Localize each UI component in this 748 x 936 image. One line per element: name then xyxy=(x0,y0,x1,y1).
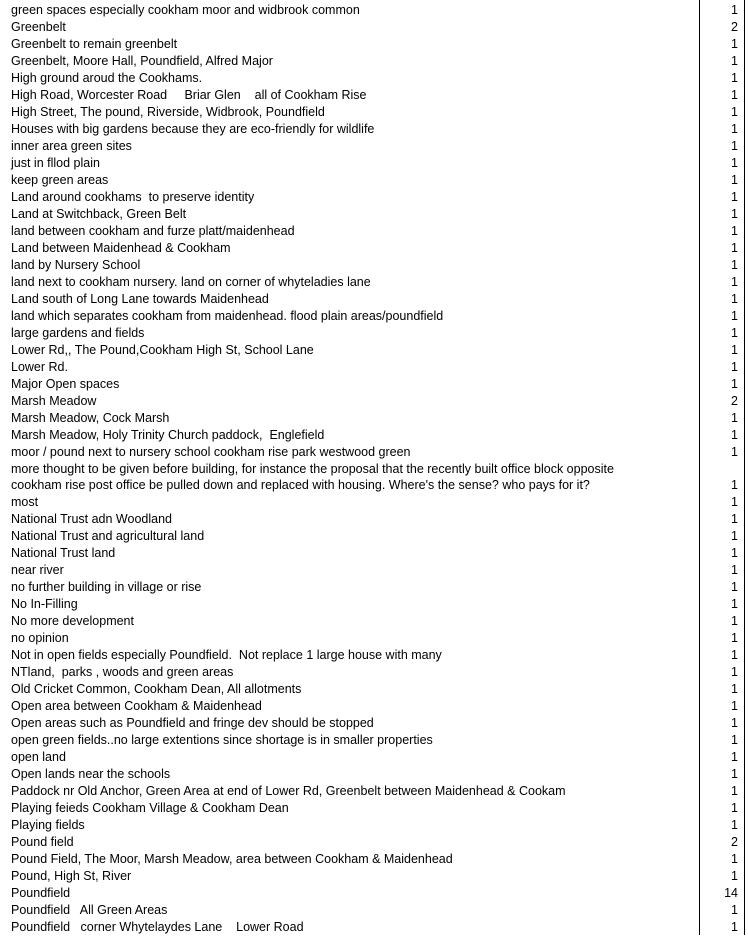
table-row xyxy=(0,189,748,206)
row-label: Old Cricket Common, Cookham Dean, All allotments xyxy=(11,682,302,696)
row-count: 1 xyxy=(731,750,738,764)
row-label: Greenbelt, Moore Hall, Poundfield, Alfred Major xyxy=(11,54,273,68)
row-label: land by Nursery School xyxy=(11,258,141,272)
row-label: Poundfield corner Whytelaydes Lane Lower Road xyxy=(11,920,304,934)
row-count: 1 xyxy=(731,377,738,391)
table-row xyxy=(0,902,748,919)
row-count: 1 xyxy=(731,597,738,611)
table-row xyxy=(0,121,748,138)
row-count: 1 xyxy=(731,37,738,51)
table-row xyxy=(0,681,748,698)
row-label: Marsh Meadow, Holy Trinity Church paddock, Englefield xyxy=(11,428,325,442)
table-row xyxy=(0,885,748,902)
row-count: 1 xyxy=(731,360,738,374)
row-count: 1 xyxy=(731,207,738,221)
row-count: 1 xyxy=(731,241,738,255)
row-count: 14 xyxy=(724,886,738,900)
row-count: 1 xyxy=(731,869,738,883)
row-label: Paddock nr Old Anchor, Green Area at end of Lower Rd, Greenbelt between Maidenhead & Cookam xyxy=(11,784,566,798)
row-count: 1 xyxy=(731,54,738,68)
table-row xyxy=(0,511,748,528)
row-label: moor / pound next to nursery school cookham rise park westwood green xyxy=(11,445,411,459)
table-row xyxy=(0,919,748,936)
row-label: just in fllod plain xyxy=(11,156,100,170)
row-count: 1 xyxy=(731,699,738,713)
row-label: keep green areas xyxy=(11,173,109,187)
row-count: 2 xyxy=(731,20,738,34)
row-label: National Trust land xyxy=(11,546,116,560)
table-row xyxy=(0,596,748,613)
row-label: National Trust and agricultural land xyxy=(11,529,205,543)
table-row xyxy=(0,851,748,868)
row-label: Playing feieds Cookham Village & Cookham Dean xyxy=(11,801,289,815)
row-label: Not in open fields especially Poundfield. Not replace 1 large house with many xyxy=(11,648,442,662)
table-row xyxy=(0,630,748,647)
row-label: open green fields..no large extentions since shortage is in smaller properties xyxy=(11,733,433,747)
row-count: 1 xyxy=(731,139,738,153)
row-count: 1 xyxy=(731,292,738,306)
table-row xyxy=(0,104,748,121)
table-row xyxy=(0,783,748,800)
table-row xyxy=(0,834,748,851)
row-count: 1 xyxy=(731,275,738,289)
table-row xyxy=(0,494,748,511)
table-row xyxy=(0,206,748,223)
table-row xyxy=(0,223,748,240)
row-label: No more development xyxy=(11,614,134,628)
row-label: more thought to be given before building, for instance the proposal that the recently built office block opposite cookham rise post office be pulled down and replaced with housing. Where's the sense? who pays for it? xyxy=(11,462,614,492)
table-row xyxy=(0,87,748,104)
table-row xyxy=(0,800,748,817)
row-label: no further building in village or rise xyxy=(11,580,202,594)
row-count: 1 xyxy=(731,105,738,119)
row-count: 2 xyxy=(731,835,738,849)
row-label: Marsh Meadow, Cock Marsh xyxy=(11,411,170,425)
row-label: Pound field xyxy=(11,835,74,849)
row-label: Playing fields xyxy=(11,818,85,832)
row-label: Poundfield xyxy=(11,886,71,900)
table-body xyxy=(0,2,748,936)
row-label: Open lands near the schools xyxy=(11,767,171,781)
table-row xyxy=(0,410,748,427)
table-row xyxy=(0,70,748,87)
row-label: Pound Field, The Moor, Marsh Meadow, area between Cookham & Maidenhead xyxy=(11,852,453,866)
row-count: 1 xyxy=(731,512,738,526)
table-row xyxy=(0,172,748,189)
row-count: 1 xyxy=(731,190,738,204)
table-row xyxy=(0,715,748,732)
row-count: 1 xyxy=(731,428,738,442)
row-label: Open area between Cookham & Maidenhead xyxy=(11,699,262,713)
row-label: land between cookham and furze platt/maidenhead xyxy=(11,224,295,238)
row-label: Land at Switchback, Green Belt xyxy=(11,207,187,221)
table-row xyxy=(0,698,748,715)
table-row xyxy=(0,2,748,19)
table-row xyxy=(0,291,748,308)
row-label: Greenbelt xyxy=(11,20,66,34)
row-count: 1 xyxy=(731,733,738,747)
row-count: 1 xyxy=(731,445,738,459)
table-row xyxy=(0,240,748,257)
row-count: 1 xyxy=(731,71,738,85)
row-count: 1 xyxy=(731,546,738,560)
row-label: Land around cookhams to preserve identity xyxy=(11,190,255,204)
row-label: Poundfield All Green Areas xyxy=(11,903,168,917)
row-count: 1 xyxy=(731,309,738,323)
row-label: Lower Rd. xyxy=(11,360,68,374)
table-row xyxy=(0,528,748,545)
table-row xyxy=(0,613,748,630)
table-row xyxy=(0,155,748,172)
row-count: 1 xyxy=(731,767,738,781)
row-label: green spaces especially cookham moor and widbrook common xyxy=(11,3,360,17)
row-label: High ground aroud the Cookhams. xyxy=(11,71,203,85)
row-label: Land south of Long Lane towards Maidenhead xyxy=(11,292,269,306)
table-row xyxy=(0,749,748,766)
table-row xyxy=(0,817,748,834)
row-count: 1 xyxy=(731,818,738,832)
table-row xyxy=(0,325,748,342)
row-count: 1 xyxy=(731,716,738,730)
row-count: 1 xyxy=(731,258,738,272)
row-label: open land xyxy=(11,750,66,764)
row-count: 2 xyxy=(731,394,738,408)
row-count: 1 xyxy=(731,852,738,866)
row-count: 1 xyxy=(731,156,738,170)
row-count: 1 xyxy=(731,665,738,679)
row-label: Major Open spaces xyxy=(11,377,120,391)
row-label: Houses with big gardens because they are eco-friendly for wildlife xyxy=(11,122,375,136)
table-row xyxy=(0,376,748,393)
row-label: Marsh Meadow xyxy=(11,394,97,408)
row-label: National Trust adn Woodland xyxy=(11,512,172,526)
row-label: High Street, The pound, Riverside, Widbrook, Poundfield xyxy=(11,105,325,119)
row-label: NTland, parks , woods and green areas xyxy=(11,665,234,679)
row-label: Land between Maidenhead & Cookham xyxy=(11,241,231,255)
row-count: 1 xyxy=(731,682,738,696)
table-row xyxy=(0,138,748,155)
row-count: 1 xyxy=(731,631,738,645)
row-label: No In-Filling xyxy=(11,597,78,611)
table-row xyxy=(0,274,748,291)
row-count: 1 xyxy=(731,88,738,102)
row-count: 1 xyxy=(731,224,738,238)
row-label: Greenbelt to remain greenbelt xyxy=(11,37,178,51)
row-count: 1 xyxy=(731,903,738,917)
row-count: 1 xyxy=(731,529,738,543)
row-count: 1 xyxy=(731,920,738,934)
table-row xyxy=(0,342,748,359)
row-label: Lower Rd,, The Pound,Cookham High St, School Lane xyxy=(11,343,314,357)
row-label: no opinion xyxy=(11,631,69,645)
row-label: near river xyxy=(11,563,64,577)
table-row xyxy=(0,427,748,444)
table-row xyxy=(0,579,748,596)
row-count: 1 xyxy=(731,122,738,136)
row-label: Open areas such as Poundfield and fringe dev should be stopped xyxy=(11,716,374,730)
row-count: 1 xyxy=(731,563,738,577)
row-label: Pound, High St, River xyxy=(11,869,132,883)
row-label: inner area green sites xyxy=(11,139,132,153)
row-count: 1 xyxy=(731,3,738,17)
table-row xyxy=(0,257,748,274)
table-row xyxy=(0,36,748,53)
table-row xyxy=(0,868,748,885)
table-row xyxy=(0,732,748,749)
row-count: 1 xyxy=(731,173,738,187)
table-row xyxy=(0,766,748,783)
row-label: large gardens and fields xyxy=(11,326,145,340)
table-row xyxy=(0,562,748,579)
row-count: 1 xyxy=(731,648,738,662)
table-row xyxy=(0,461,748,494)
row-label: land next to cookham nursery. land on corner of whyteladies lane xyxy=(11,275,371,289)
row-count: 1 xyxy=(731,495,738,509)
row-count: 1 xyxy=(731,801,738,815)
row-count: 1 xyxy=(731,784,738,798)
table-row xyxy=(0,647,748,664)
table-row xyxy=(0,19,748,36)
row-count: 1 xyxy=(731,580,738,594)
row-count: 1 xyxy=(731,343,738,357)
row-count: 1 xyxy=(731,614,738,628)
row-count: 1 xyxy=(731,326,738,340)
table-row xyxy=(0,308,748,325)
row-count: 1 xyxy=(731,411,738,425)
table-row xyxy=(0,393,748,410)
row-label: High Road, Worcester Road Briar Glen all of Cookham Rise xyxy=(11,88,367,102)
table-row xyxy=(0,444,748,461)
table-row xyxy=(0,53,748,70)
row-count: 1 xyxy=(731,478,738,492)
row-label: land which separates cookham from maidenhead. flood plain areas/poundfield xyxy=(11,309,444,323)
row-label: most xyxy=(11,495,39,509)
table-row xyxy=(0,664,748,681)
table-row xyxy=(0,359,748,376)
table-row xyxy=(0,545,748,562)
